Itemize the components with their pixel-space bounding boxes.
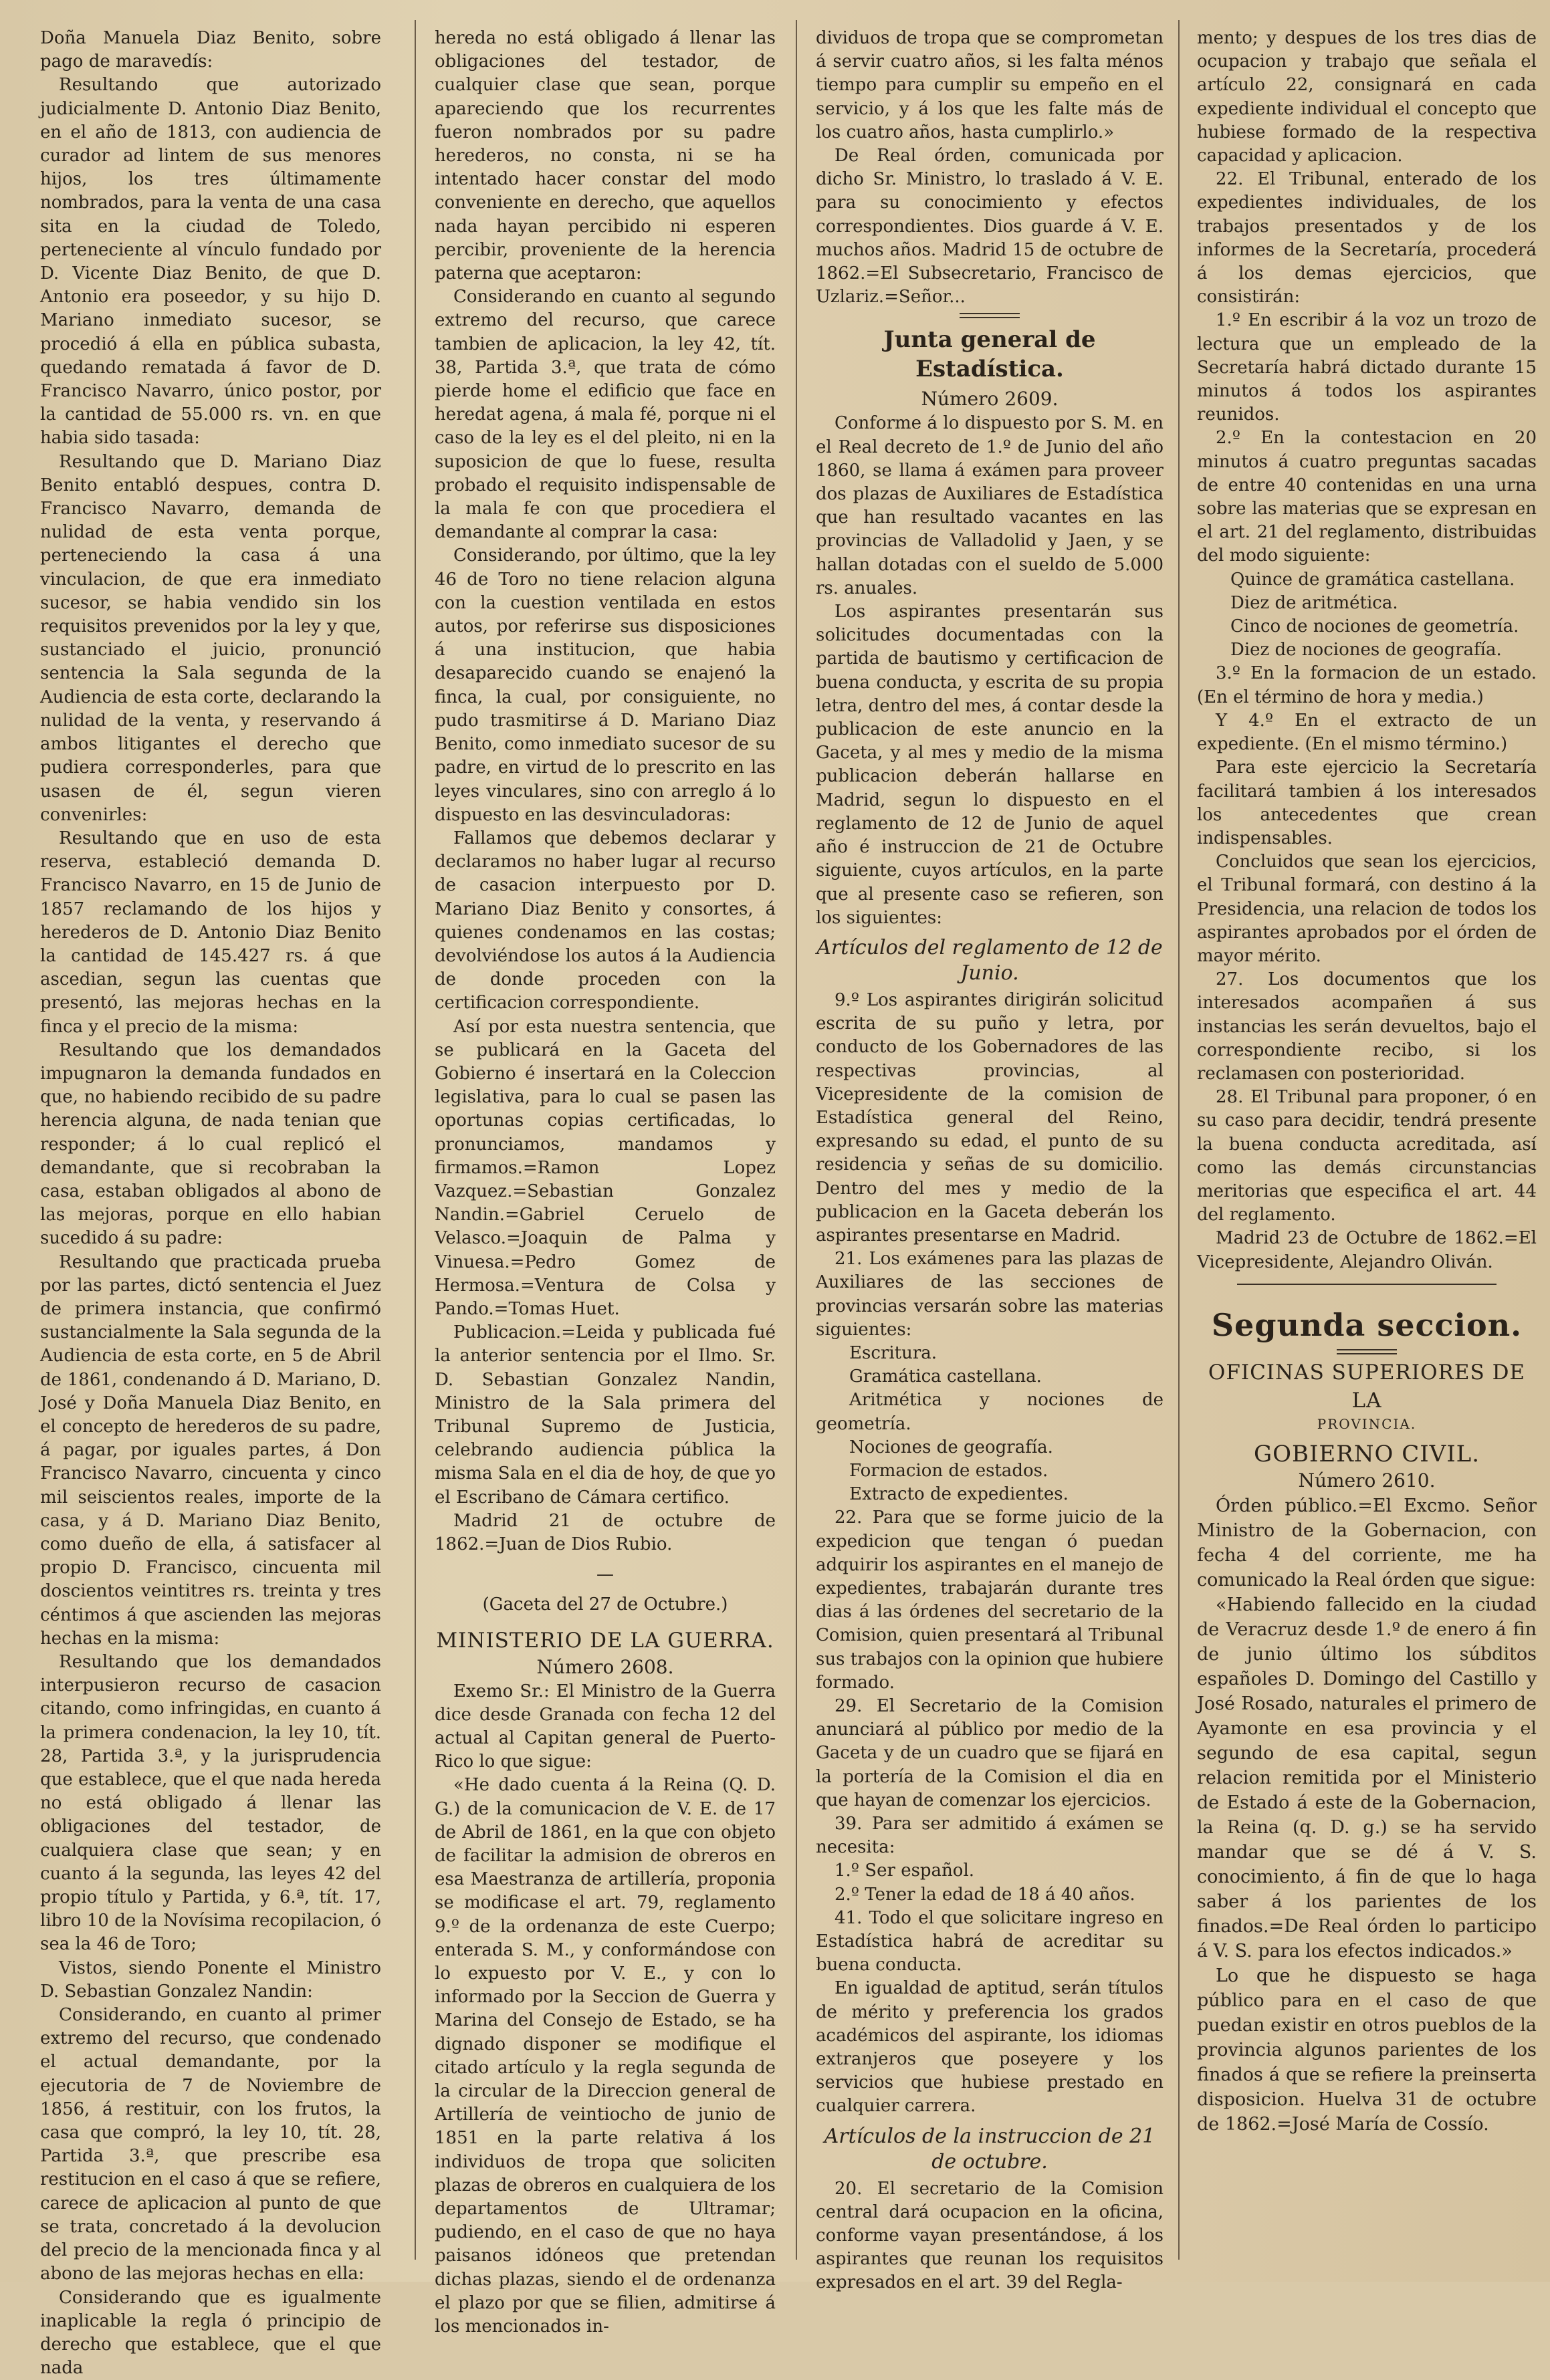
list-item: Cinco de nociones de geometría. (1197, 615, 1537, 638)
paragraph: Publicacion.=Leida y publicada fué la anterior sentencia por el Ilmo. Sr. D. Sebastian Gonzalez Nandin, Ministro de la Sala primera del Tribunal Supremo de Justicia, celebrando audiencia pública la misma Sala en el dia de hoy, de que yo el Escribano de Cámara certifico. (435, 1321, 776, 1510)
paragraph: 22. Para que se forme juicio de la expedicion que tengan ó puedan adquirir los aspirantes en el manejo de expedientes, trabajarán durante tres dias á las órdenes del secretario de la Comision, quien presentará al Tribunal sus trabajos con la opinion que hubiere formado. (816, 1506, 1164, 1695)
paragraph: 2.º Tener la edad de 18 á 40 años. (816, 1883, 1164, 1907)
paragraph: «Habiendo fallecido en la ciudad de Veracruz desde 1.º de enero á fin de junio último los súbditos españoles D. Domingo del Castillo y José Rosado, naturales el primero de Ayamonte en esa provincia y el segundo de esa capital, segun relacion remitida por el Ministerio de Estado á este de la Gobernacion, la Reina (q. D. g.) se ha servido mandar que se dé á V. S. conocimiento, á fin de que lo haga saber á los parientes de los finados.=De Real órden lo participo á V. S. para los efectos indicados.» (1197, 1592, 1537, 1964)
paragraph: 29. El Secretario de la Comision anunciará al público por medio de la Gaceta y de un cuadro que se fijará en la portería de la Comision el dia en que hayan de comenzar los ejercicios. (816, 1695, 1164, 1812)
list-item: Nociones de geografía. (816, 1436, 1164, 1459)
ministry-number: Número 2608. (435, 1655, 776, 1680)
list-item: Diez de aritmética. (1197, 592, 1537, 615)
question-distribution-list (1197, 568, 1537, 663)
articles-heading: Artículos del reglamento de 12 de Junio. (816, 935, 1164, 986)
paragraph: Resultando que autorizado judicialmente D. Antonio Diaz Benito, en el año de 1813, con audiencia de curador ad lintem de sus menores hijos, los tres últimamente nombrados, para la venta de una casa sita en la ciudad de Toledo, perteneciente al vínculo fundado por D. Vicente Diaz Benito, de que D. Antonio era poseedor, y su hijo D. Mariano inmediato sucesor, se procedió á ella en pública subasta, quedando rematada á favor de D. Francisco Navarro, único postor, por la cantidad de 55.000 rs. vn. en que habia sido tasada: (40, 74, 381, 450)
column-3 (816, 27, 1164, 2260)
paragraph: 1.º Ser español. (816, 1859, 1164, 1883)
separator: — (435, 1563, 776, 1586)
double-rule (960, 313, 1020, 318)
list-item: Aritmética y nociones de geometría. (816, 1389, 1164, 1435)
paragraph: Resultando que los demandados impugnaron la demanda fundados en que, no habiendo recibido de su padre herencia alguna, de nada tenian que responder; á lo cual replicó el demandante, que si recobraban la casa, estaban obligados al abono de las mejoras, porque en ello habian sucedido á su padre: (40, 1039, 381, 1251)
paragraph: 28. El Tribunal para proponer, ó en su caso para decidir, tendrá presente la buena conducta acreditada, así como las demás circunstancias meritorias que especifica el art. 44 del reglamento. (1197, 1086, 1537, 1227)
gobierno-heading: GOBIERNO CIVIL. (1197, 1440, 1537, 1468)
ministry-heading: MINISTERIO DE LA GUERRA. (435, 1627, 776, 1655)
paragraph: Para este ejercicio la Secretaría facilitará tambien á los interesados los antecedentes que crean indispensables. (1197, 756, 1537, 850)
paragraph: 2.º En la contestacion en 20 minutos á cuatro preguntas sacadas de entre 40 contenidas en una urna sobre las materias que se expresan en el art. 21 del reglamento, distribuidas del modo siguiente: (1197, 427, 1537, 568)
column-1 (40, 27, 381, 2260)
paragraph: Resultando que los demandados interpusieron recurso de casacion citando, como infringidas, en cuanto á la primera condenacion, la ley 10, tít. 28, Partida 3.ª, y la jurisprudencia que establece, que el que nada hereda no está obligado á llenar las obligaciones del testador, de cualquiera clase que sean; y en cuanto á la segunda, las leyes 42 del propio título y Partida, y 6.ª, tít. 17, libro 10 de la Novísima recopilacion, ó sea la 46 de Toro; (40, 1651, 381, 1957)
paragraph: Madrid 21 de octubre de 1862.=Juan de Dios Rubio. (435, 1510, 776, 1556)
paragraph: Conforme á lo dispuesto por S. M. en el Real decreto de 1.º de Junio del año 1860, se llama á exámen para proveer dos plazas de Auxiliares de Estadística que han resultado vacantes en las provincias de Valladolid y Jaen, y se hallan dotadas con el sueldo de 5.000 rs. anuales. (816, 412, 1164, 600)
paragraph: Considerando que es igualmente inaplicable la regla ó principio de derecho que establece, que el que nada (40, 2286, 381, 2380)
paragraph: Fallamos que debemos declarar y declaramos no haber lugar al recurso de casacion interpuesto por D. Mariano Diaz Benito y consortes, á quienes condenamos en las costas; devolviéndose los autos á la Audiencia de donde proceden con la certificacion correspondiente. (435, 827, 776, 1016)
double-rule (1337, 1349, 1397, 1354)
paragraph: «He dado cuenta á la Reina (Q. D. G.) de la comunicacion de V. E. de 17 de Abril de 1861, en la que con objeto de facilitar la admision de obreros en esa Maestranza de artillería, proponia se modificase el art. 79, reglamento 9.º de la ordenanza de este Cuerpo; enterada S. M., y conformándose con lo expuesto por V. E., y con lo informado por la Seccion de Guerra y Marina del Consejo de Estado, se ha dignado disponer se modifique el citado artículo y la regla segunda de la circular de la Direccion general de Artillería de veintiocho de junio de 1851 en la parte relativa á los individuos de tropa que soliciten plazas de obreros en cualquiera de los departamentos de Ultramar; pudiendo, en el caso de que no haya paisanos idóneos que pretendan dichas plazas, siendo el de ordenanza el plazo por que se filien, admitirse á los mencionados in- (435, 1774, 776, 2339)
section-rule (1237, 1284, 1497, 1285)
paragraph: Considerando en cuanto al segundo extremo del recurso, que carece tambien de aplicacion, la ley 42, tít. 38, Partida 3.ª, que trata de cómo pierde home el edificio que face en heredat agena, á mala fé, porque ni el caso de la ley es el del pleito, ni en la suposicion de que lo fuese, resulta probado el requisito indispensable de la mala fe con que procediera el demandante al comprar la casa: (435, 285, 776, 544)
paragraph: dividuos de tropa que se comprometan á servir cuatro años, si les falta ménos tiempo para cumplir su empeño en el servicio, y á los que les falte más de los cuatro años, hasta cumplirlo.» (816, 27, 1164, 144)
paragraph: Los aspirantes presentarán sus solicitudes documentadas con la partida de bautismo y certificacion de buena conducta, y escrita de su propia letra, dentro del mes, á contar desde la publicacion de este anuncio en la Gaceta, y al mes y medio de la misma publicacion deberán hallarse en Madrid, segun lo dispuesto en el reglamento de 12 de Junio de aquel año é instruccion de 21 de Octubre siguiente, cuyos artículos, en la parte que al presente caso se refieren, son los siguientes: (816, 600, 1164, 930)
paragraph: 27. Los documentos que los interesados acompañen á sus instancias les serán devueltos, bajo el correspondiente recibo, si los reclamasen con posterioridad. (1197, 968, 1537, 1086)
column-2 (435, 27, 776, 2260)
paragraph: Resultando que D. Mariano Diaz Benito entabló despues, contra D. Francisco Navarro, demanda de nulidad de esta venta porque, perteneciendo la casa á una vinculacion, de que era inmediato sucesor, se habia vendido sin los requisitos prevenidos por la ley y que, sustanciado el juicio, pronunció sentencia la Sala segunda de la Audiencia de esta corte, declarando la nulidad de la venta, y reservando á ambos litigantes el derecho que pudiera corresponderles, para que usasen de él, segun vieren convenirles: (40, 451, 381, 827)
list-item: Quince de gramática castellana. (1197, 568, 1537, 592)
paragraph: 3.º En la formacion de un estado. (En el término de hora y media.) (1197, 662, 1537, 709)
paragraph: mento; y despues de los tres dias de ocupacion y trabajo que señala el artículo 22, consignará en cada expediente individual el concepto que hubiese formado de la respectiva capacidad y aplicacion. (1197, 27, 1537, 168)
paragraph: Doña Manuela Diaz Benito, sobre pago de maravedís: (40, 27, 381, 74)
exam-subjects-list (816, 1342, 1164, 1506)
paragraph: 39. Para ser admitido á exámen se necesita: (816, 1812, 1164, 1859)
paragraph: Considerando, por último, que la ley 46 de Toro no tiene relacion alguna con la cuestion ventilada en estos autos, por referirse sus disposiciones á una institucion, que habia desaparecido cuando se enajenó la finca, la cual, por consiguiente, no pudo trasmitirse á D. Mariano Diaz Benito, como inmediato sucesor de su padre, en virtud de lo prescrito en las leyes vinculares, sino con arreglo á lo dispuesto en las desvinculadoras: (435, 544, 776, 826)
paragraph: Resultando que practicada prueba por las partes, dictó sentencia el Juez de primera instancia, que confirmó sustancialmente la Sala segunda de la Audiencia de esta corte, en 5 de Abril de 1861, condenando á D. Mariano, D. José y Doña Manuela Diaz Benito, en el concepto de herederos de su padre, á pagar, por iguales partes, á Don Francisco Navarro, cincuenta y cinco mil seiscientos reales, importe de la casa, y á D. Mariano Diaz Benito, como dueño de ella, á satisfacer al propio D. Francisco, cincuenta mil doscientos veintitres rs. treinta y tres céntimos á que ascienden las mejoras hechas en la misma: (40, 1251, 381, 1651)
column-rule (415, 20, 416, 2260)
paragraph: Y 4.º En el extracto de un expediente. (En el mismo término.) (1197, 709, 1537, 756)
paragraph: Resultando que en uso de esta reserva, estableció demanda D. Francisco Navarro, en 15 de Junio de 1857 reclamando de los hijos y herederos de D. Antonio Diaz Benito la cantidad de 145.427 rs. á que ascedian, segun las cuentas que presentó, las mejoras hechas en la finca y el precio de la misma: (40, 827, 381, 1039)
gaceta-note: (Gaceta del 27 de Octubre.) (435, 1593, 776, 1617)
province-label: PROVINCIA. (1197, 1415, 1537, 1433)
column-rule (1178, 20, 1180, 2260)
paragraph: 1.º En escribir á la voz un trozo de lectura que un empleado de la Secretaría habrá dictado durante 15 minutos á todos los aspirantes reunidos. (1197, 309, 1537, 427)
paragraph: 22. El Tribunal, enterado de los expedientes individuales, de los trabajos presentados y de los informes de la Secretaría, procederá á los demas ejercicios, que consistirán: (1197, 168, 1537, 309)
gobierno-number: Número 2610. (1197, 1468, 1537, 1494)
list-item: Extracto de expedientes. (816, 1483, 1164, 1506)
paragraph: 21. Los exámenes para las plazas de Auxiliares de las secciones de provincias versarán sobre las materias siguientes: (816, 1247, 1164, 1342)
paragraph: 9.º Los aspirantes dirigirán solicitud escrita de su puño y letra, por conducto de los Gobernadores de las respectivas provincias, al Vicepresidente de la comision de Estadística general del Reino, expresando su edad, el punto de su residencia y señas de su domicilio. Dentro del mes y medio de la publicacion en la Gaceta deberán los aspirantes presentarse en Madrid. (816, 989, 1164, 1247)
junta-number: Número 2609. (816, 386, 1164, 412)
paragraph: hereda no está obligado á llenar las obligaciones del testador, de cualquier clase que sean, porque apareciendo que los recurrentes fueron nombrados por su padre herederos, no consta, ni se ha intentado hacer constar del modo conveniente en derecho, que aquellos nada hayan percibido ni esperen percibir, proveniente de la herencia paterna que aceptaron: (435, 27, 776, 285)
list-item: Formacion de estados. (816, 1459, 1164, 1483)
paragraph: Lo que he dispuesto se haga público para en el caso de que puedan existir en otros pueblos de la provincia algunos parientes de los finados á que se refiere la preinserta disposicion. Huelva 31 de octubre de 1862.=José María de Cossío. (1197, 1964, 1537, 2137)
list-item: Diez de nociones de geografía. (1197, 638, 1537, 662)
list-item: Gramática castellana. (816, 1365, 1164, 1389)
paragraph: 41. Todo el que solicitare ingreso en Estadística habrá de acreditar su buena conducta. (816, 1907, 1164, 1978)
paragraph: 20. El secretario de la Comision central dará ocupacion en la oficina, conforme vayan presentándose, á los aspirantes que reunan los requisitos expresados en el art. 39 del Regla- (816, 2177, 1164, 2295)
paragraph: Considerando, en cuanto al primer extremo del recurso, que condenado el actual demandante, por la ejecutoria de 7 de Noviembre de 1856, á restituir, con los frutos, la casa que compró, la ley 10, tít. 28, Partida 3.ª, que prescribe esa restitucion en el caso á que se refiere, carece de aplicacion al punto de que se trata, concretado á la devolucion del precio de la mencionada finca y al abono de las mejoras hechas en ella: (40, 2004, 381, 2286)
offices-heading: OFICINAS SUPERIORES DE LA (1197, 1358, 1537, 1415)
paragraph: En igualdad de aptitud, serán títulos de mérito y preferencia los grados académicos del aspirante, los idiomas extranjeros que poseyere y los servicios que hubiese prestado en cualquier carrera. (816, 1977, 1164, 2118)
paragraph: Vistos, siendo Ponente el Ministro D. Sebastian Gonzalez Nandin: (40, 1957, 381, 2004)
paragraph: De Real órden, comunicada por dicho Sr. Ministro, lo traslado á V. E. para su conocimiento y efectos correspondientes. Dios guarde á V. E. muchos años. Madrid 15 de octubre de 1862.=El Subsecretario, Francisco de Uzlariz.=Señor... (816, 144, 1164, 309)
list-item: Escritura. (816, 1342, 1164, 1365)
paragraph: Madrid 23 de Octubre de 1862.=El Vicepresidente, Alejandro Oliván. (1197, 1227, 1537, 1274)
paragraph: Así por esta nuestra sentencia, que se publicará en la Gaceta del Gobierno é insertará en la Coleccion legislativa, para lo cual se pasen las oportunas copias certificadas, lo pronunciamos, mandamos y firmamos.=Ramon Lopez Vazquez.=Sebastian Gonzalez Nandin.=Gabriel Ceruelo de Velasco.=Joaquin de Palma y Vinuesa.=Pedro Gomez de Hermosa.=Ventura de Colsa y Pando.=Tomas Huet. (435, 1016, 776, 1322)
junta-heading: Junta general de Estadística. (816, 325, 1164, 384)
section-heading: Segunda seccion. (1197, 1305, 1537, 1345)
paragraph: Órden público.=El Excmo. Señor Ministro de la Gobernacion, con fecha 4 del corriente, me ha comunicado la Real órden que sigue: (1197, 1494, 1537, 1592)
articles-heading: Artículos de la instruccion de 21 de octubre. (816, 2124, 1164, 2175)
column-rule (796, 20, 797, 2260)
paragraph: Exemo Sr.: El Ministro de la Guerra dice desde Granada con fecha 12 del actual al Capitan general de Puerto-Rico lo que sigue: (435, 1680, 776, 1774)
paragraph: Concluidos que sean los ejercicios, el Tribunal formará, con destino á la Presidencia, una relacion de todos los aspirantes aprobados por el órden de mayor mérito. (1197, 850, 1537, 968)
column-4 (1197, 27, 1537, 2260)
